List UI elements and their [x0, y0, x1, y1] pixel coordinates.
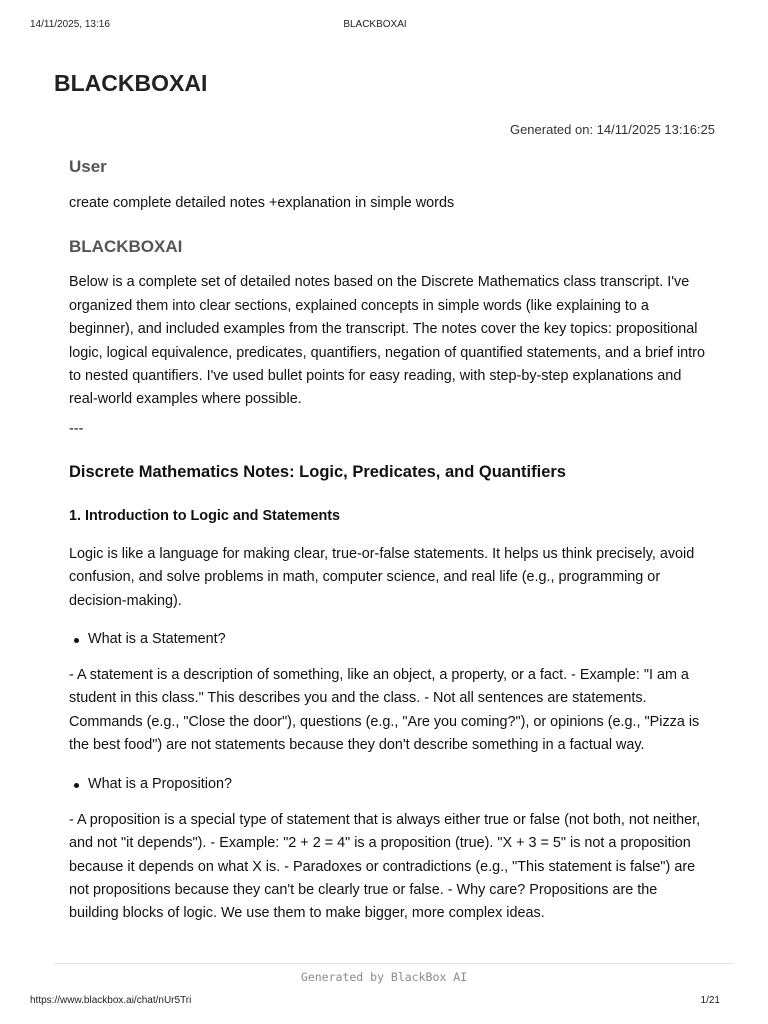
footer-divider: [54, 963, 733, 964]
notes-title: Discrete Mathematics Notes: Logic, Predicates, and Quantifiers: [69, 462, 566, 481]
assistant-intro: Below is a complete set of detailed notes based on the Discrete Mathematics class transcript. I've organized them into clear sections, explained concepts in simple words (like explaining to a beginner), and included examples from the transcript. The notes cover the key topics: propositional logic, logical equivalence, predicates, quantifiers, negation of quantified statements, and a brief intro to nested quantifiers. I've used bullet points for easy reading, with step-by-step explanations and real-world examples where possible.: [69, 274, 705, 408]
print-header: [30, 19, 720, 33]
user-role-label: User: [69, 157, 107, 176]
assistant-role-label: BLACKBOXAI: [69, 237, 183, 257]
proposition-explanation: - A proposition is a special type of statement that is always either true or false (not both, not neither, and not "it depends"). - Example: "2 + 2 = 4" is a proposition (true). "X + 3 = 5" is not a proposition because it depends on what X is. - Paradoxes or contradictions (e.g., "This statement is false") are not propositions because they can't be clearly true or false. - Why care? Propositions are the building blocks of logic. We use them to make bigger, more complex ideas.: [69, 811, 701, 922]
separator: ---: [69, 420, 84, 437]
section-intro: Logic is like a language for making clear, true-or-false statements. It helps us think precisely, avoid confusion, and solve problems in math, computer science, and real life (e.g., programming or decision-making).: [69, 545, 695, 609]
generated-on-timestamp: Generated on: 14/11/2025 13:16:25: [509, 122, 715, 137]
chat-transcript: [69, 156, 709, 926]
section-heading: 1. Introduction to Logic and Statements: [69, 507, 341, 524]
print-datetime: 14/11/2025, 13:16: [30, 19, 110, 30]
user-message: create complete detailed notes +explanation in simple words: [69, 195, 455, 211]
bullet-list-proposition: [69, 773, 709, 795]
page-number: 1/21: [700, 995, 720, 1006]
bullet-list-statement: [69, 628, 709, 650]
bullet-statement: What is a Statement?: [69, 628, 709, 650]
print-footer: [30, 995, 720, 1009]
statement-explanation: - A statement is a description of something, like an object, a property, or a fact. - Example: "I am a student in this class." This describes you and the class. - Not all sentences are statements. Commands (e.g., "Close the door"), questions (e.g., "Are you coming?"), or opinions (e.g., "Pizza is the best food") are not statements because they don't describe something in a factual way.: [69, 667, 700, 754]
generated-by-footer: Generated by BlackBox AI: [300, 970, 468, 984]
print-page-title: BLACKBOXAI: [343, 19, 407, 30]
app-title: BLACKBOXAI: [54, 70, 208, 96]
bullet-proposition: What is a Proposition?: [69, 773, 709, 795]
page-url: https://www.blackbox.ai/chat/nUr5Tri: [30, 995, 192, 1006]
